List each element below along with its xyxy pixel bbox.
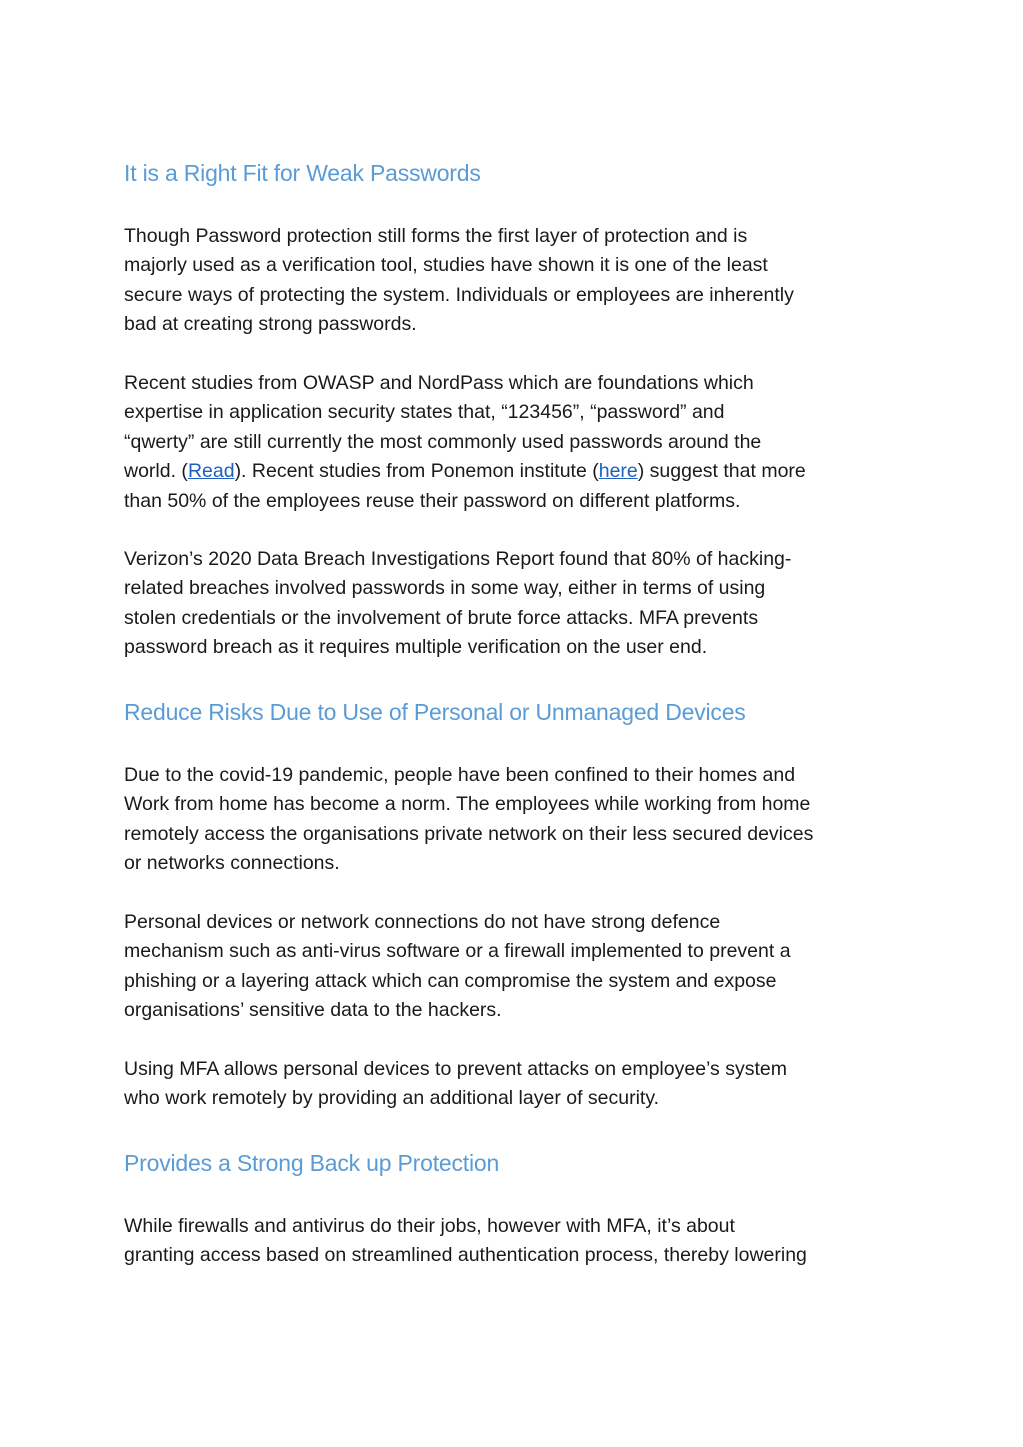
paragraph-line-with-links bbox=[124, 457, 914, 486]
paragraph-line: Verizon’s 2020 Data Breach Investigations Report found that 80% of hacking- bbox=[124, 548, 792, 570]
paragraph-line: Though Password protection still forms the first layer of protection and is bbox=[124, 225, 748, 247]
section-heading-weak-passwords: It is a Right Fit for Weak Passwords bbox=[124, 160, 481, 186]
paragraph bbox=[124, 1055, 914, 1114]
paragraph-line: phishing or a layering attack which can compromise the system and expose bbox=[124, 969, 777, 992]
paragraph bbox=[124, 1212, 914, 1271]
paragraph-line: “qwerty” are still currently the most commonly used passwords around the bbox=[124, 430, 762, 453]
paragraph-line: stolen credentials or the involvement of brute force attacks. MFA prevents bbox=[124, 606, 759, 629]
paragraph-line: password breach as it requires multiple verification on the user end. bbox=[124, 636, 708, 659]
section-heading-unmanaged-devices: Reduce Risks Due to Use of Personal or Unmanaged Devices bbox=[124, 699, 746, 725]
text-run: ) suggest that more bbox=[637, 460, 806, 483]
paragraph-line: majorly used as a verification tool, studies have shown it is one of the least bbox=[124, 254, 768, 277]
paragraph bbox=[124, 908, 914, 1026]
here-link[interactable]: here bbox=[598, 460, 638, 483]
paragraph-line: who work remotely by providing an additional layer of security. bbox=[124, 1087, 660, 1110]
paragraph-line: Due to the covid-19 pandemic, people have been confined to their homes and bbox=[124, 764, 796, 786]
read-link[interactable]: Read bbox=[187, 460, 235, 483]
paragraph-line: Personal devices or network connections do not have strong defence bbox=[124, 911, 721, 933]
section-heading-backup-protection: Provides a Strong Back up Protection bbox=[124, 1150, 500, 1176]
paragraph-line: organisations’ sensitive data to the hackers. bbox=[124, 999, 502, 1022]
paragraph bbox=[124, 222, 914, 340]
paragraph-line: bad at creating strong passwords. bbox=[124, 313, 417, 336]
text-run: world. ( bbox=[124, 460, 188, 483]
paragraph-line: While firewalls and antivirus do their jobs, however with MFA, it’s about bbox=[124, 1215, 735, 1237]
paragraph-line: Work from home has become a norm. The employees while working from home bbox=[124, 793, 811, 816]
paragraph bbox=[124, 761, 914, 879]
paragraph-line: remotely access the organisations private network on their less secured devices bbox=[124, 822, 814, 845]
paragraph-line: than 50% of the employees reuse their password on different platforms. bbox=[124, 489, 741, 512]
paragraph-line: or networks connections. bbox=[124, 852, 340, 875]
paragraph-line: secure ways of protecting the system. Individuals or employees are inherently bbox=[124, 283, 794, 306]
paragraph-line: expertise in application security states that, “123456”, “password” and bbox=[124, 401, 725, 424]
paragraph-line: Recent studies from OWASP and NordPass which are foundations which bbox=[124, 372, 754, 394]
paragraph bbox=[124, 369, 914, 516]
paragraph-line: mechanism such as anti-virus software or a firewall implemented to prevent a bbox=[124, 940, 791, 963]
paragraph-line: Using MFA allows personal devices to prevent attacks on employee’s system bbox=[124, 1058, 787, 1080]
text-run: ). Recent studies from Ponemon institute ( bbox=[234, 460, 599, 483]
paragraph-line: related breaches involved passwords in some way, either in terms of using bbox=[124, 577, 766, 600]
paragraph-line: granting access based on streamlined authentication process, thereby lowering bbox=[124, 1244, 807, 1267]
paragraph bbox=[124, 545, 914, 663]
